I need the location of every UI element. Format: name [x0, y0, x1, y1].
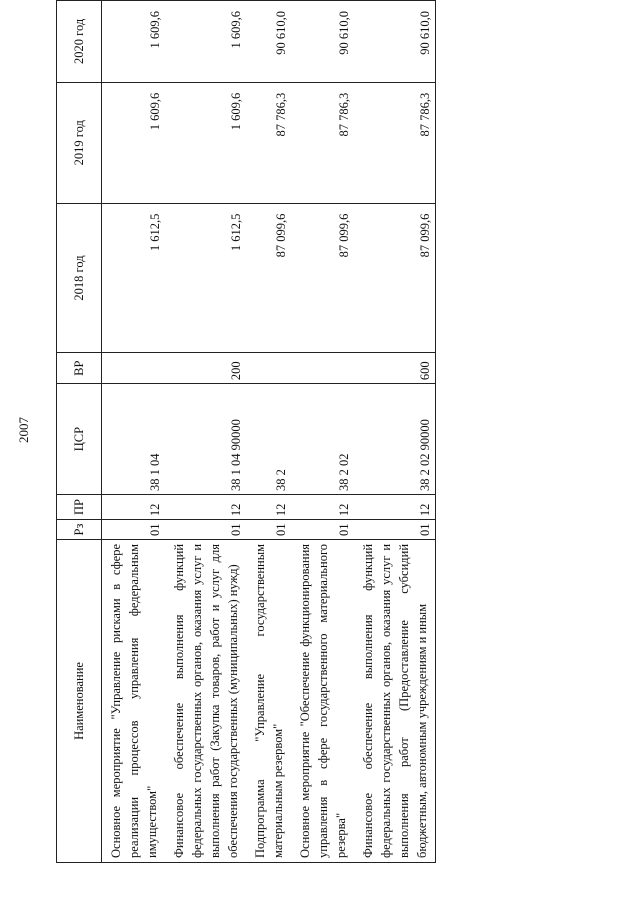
header-vr: ВР — [57, 353, 102, 384]
header-csr: ЦСР — [57, 384, 102, 495]
row-2020: 90 610,0 — [291, 1, 354, 83]
row-pr: 12 — [102, 494, 166, 519]
row-name: Финансовое обеспечение выполнения функций федеральных государственных органов, оказания услуг и выполнения работ (Предоставление субсидий бюджетным, автономным учреждениям и иным — [354, 539, 436, 862]
row-csr: 38 1 04 90000 — [165, 384, 246, 495]
row-2020: 1 609,6 — [165, 1, 246, 83]
row-vr — [102, 353, 166, 384]
budget-table — [56, 0, 436, 863]
row-2019: 1 609,6 — [102, 82, 166, 203]
row-name: Основное мероприятие "Обеспечение функционирования управления в сфере государственного материального резерва" — [291, 539, 354, 862]
row-rz: 01 — [102, 520, 166, 540]
row-pr: 12 — [291, 494, 354, 519]
row-2019: 1 609,6 — [165, 82, 246, 203]
header-2020: 2020 год — [57, 1, 102, 83]
row-pr: 12 — [165, 494, 246, 519]
table-row — [291, 1, 354, 863]
row-2020: 90 610,0 — [354, 1, 436, 83]
row-pr: 12 — [354, 494, 436, 519]
row-csr: 38 2 — [246, 384, 291, 495]
row-2019: 87 786,3 — [246, 82, 291, 203]
header-2018: 2018 год — [57, 203, 102, 353]
row-2018: 87 099,6 — [291, 203, 354, 353]
row-csr: 38 2 02 90000 — [354, 384, 436, 495]
header-2019: 2019 год — [57, 82, 102, 203]
row-csr: 38 2 02 — [291, 384, 354, 495]
header-name: Наименование — [57, 539, 102, 862]
row-name: Подпрограмма "Управление государственным материальным резервом" — [246, 539, 291, 862]
row-2020: 1 609,6 — [102, 1, 166, 83]
table-row — [246, 1, 291, 863]
page-number: 2007 — [16, 417, 31, 443]
row-2018: 1 612,5 — [165, 203, 246, 353]
row-rz: 01 — [165, 520, 246, 540]
table-row — [354, 1, 436, 863]
row-vr: 200 — [165, 353, 246, 384]
table-row — [102, 1, 166, 863]
row-csr: 38 1 04 — [102, 384, 166, 495]
header-rz: Рз — [57, 520, 102, 540]
row-2019: 87 786,3 — [354, 82, 436, 203]
row-2018: 87 099,6 — [354, 203, 436, 353]
row-vr — [291, 353, 354, 384]
row-rz: 01 — [354, 520, 436, 540]
row-name: Основное мероприятие "Управление рисками в сфере реализации процессов управления федеральным имуществом" — [102, 539, 166, 862]
row-rz: 01 — [246, 520, 291, 540]
row-2020: 90 610,0 — [246, 1, 291, 83]
row-2018: 87 099,6 — [246, 203, 291, 353]
row-2018: 1 612,5 — [102, 203, 166, 353]
row-2019: 87 786,3 — [291, 82, 354, 203]
header-pr: ПР — [57, 494, 102, 519]
row-pr: 12 — [246, 494, 291, 519]
row-vr: 600 — [354, 353, 436, 384]
header-row — [57, 1, 102, 863]
row-name: Финансовое обеспечение выполнения функций федеральных государственных органов, оказания услуг и выполнения работ (Закупка товаров, работ и услуг для обеспечения государственных (муниципальных) нужд) — [165, 539, 246, 862]
table-row — [165, 1, 246, 863]
row-rz: 01 — [291, 520, 354, 540]
row-vr — [246, 353, 291, 384]
